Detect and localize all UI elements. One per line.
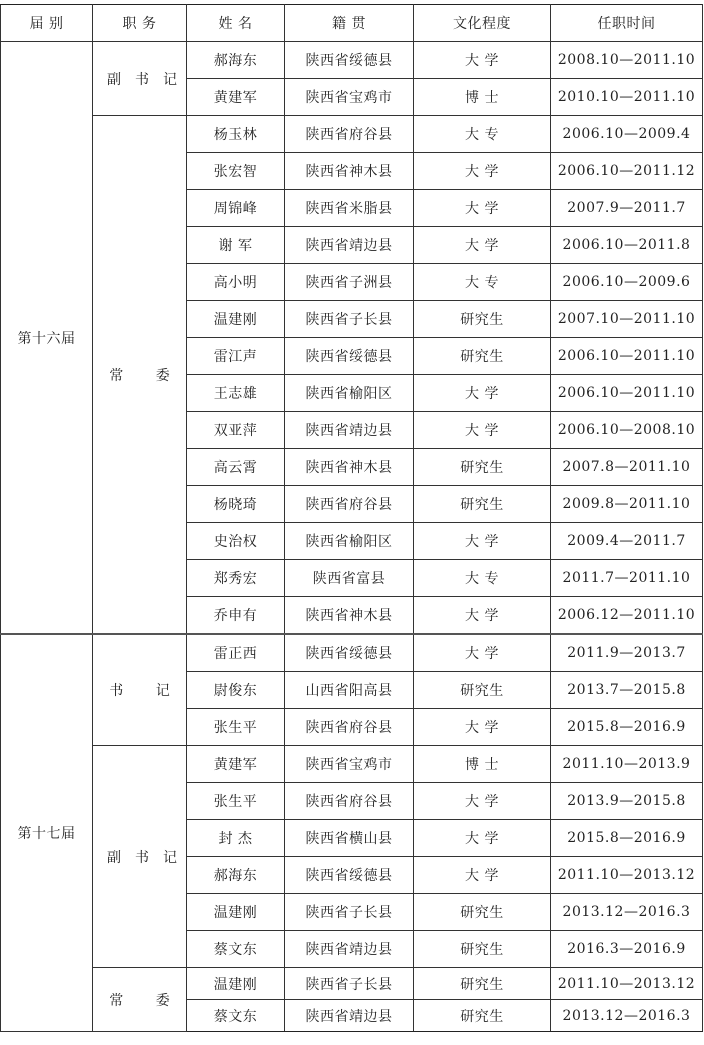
native-place-cell: 陕西省富县 [285,560,414,597]
table-row [1,746,703,783]
header-native-place: 籍 贯 [285,5,414,42]
name-cell: 史治权 [187,523,285,560]
native-place-cell: 陕西省子洲县 [285,264,414,301]
native-place-cell: 陕西省靖边县 [285,412,414,449]
tenure-cell: 2009.4—2011.7 [551,523,703,560]
name-cell: 杨玉林 [187,116,285,153]
name-cell: 郝海东 [187,857,285,894]
position-cell: 副书记 [93,42,187,116]
native-place-cell: 陕西省绥德县 [285,634,414,672]
native-place-cell: 陕西省靖边县 [285,227,414,264]
native-place-cell: 陕西省子长县 [285,301,414,338]
name-cell: 封 杰 [187,820,285,857]
native-place-cell: 山西省阳高县 [285,672,414,709]
tenure-cell: 2006.10—2009.6 [551,264,703,301]
tenure-cell: 2015.8—2016.9 [551,709,703,746]
name-cell: 高云霄 [187,449,285,486]
education-cell: 大 学 [414,523,551,560]
tenure-cell: 2007.8—2011.10 [551,449,703,486]
name-cell: 温建刚 [187,894,285,931]
tenure-cell: 2013.12—2016.3 [551,894,703,931]
header-name: 姓 名 [187,5,285,42]
name-cell: 双亚萍 [187,412,285,449]
education-cell: 大 专 [414,560,551,597]
education-cell: 大 学 [414,634,551,672]
header-education: 文化程度 [414,5,551,42]
education-cell: 大 学 [414,597,551,635]
education-cell: 研究生 [414,968,551,1000]
native-place-cell: 陕西省宝鸡市 [285,79,414,116]
tenure-cell: 2006.10—2008.10 [551,412,703,449]
name-cell: 温建刚 [187,968,285,1000]
tenure-cell: 2006.10—2009.4 [551,116,703,153]
name-cell: 黄建军 [187,746,285,783]
native-place-cell: 陕西省子长县 [285,968,414,1000]
name-cell: 蔡文东 [187,1000,285,1032]
tenure-cell: 2013.12—2016.3 [551,1000,703,1032]
table-row [1,42,703,79]
name-cell: 蔡文东 [187,931,285,968]
name-cell: 张宏智 [187,153,285,190]
tenure-cell: 2011.10—2013.12 [551,968,703,1000]
tenure-cell: 2006.10—2011.10 [551,338,703,375]
native-place-cell: 陕西省神木县 [285,597,414,635]
education-cell: 大 学 [414,375,551,412]
tenure-cell: 2006.10—2011.8 [551,227,703,264]
term-cell: 第十六届 [1,42,93,635]
name-cell: 王志雄 [187,375,285,412]
education-cell: 大 学 [414,783,551,820]
tenure-cell: 2015.8—2016.9 [551,820,703,857]
name-cell: 张生平 [187,709,285,746]
name-cell: 尉俊东 [187,672,285,709]
tenure-cell: 2010.10—2011.10 [551,79,703,116]
native-place-cell: 陕西省子长县 [285,894,414,931]
education-cell: 大 专 [414,116,551,153]
education-cell: 研究生 [414,672,551,709]
education-cell: 大 学 [414,709,551,746]
education-cell: 大 学 [414,227,551,264]
tenure-cell: 2006.10—2011.12 [551,153,703,190]
education-cell: 大 学 [414,190,551,227]
table-row [1,968,703,1000]
native-place-cell: 陕西省靖边县 [285,931,414,968]
name-cell: 郝海东 [187,42,285,79]
table-row [1,634,703,672]
tenure-cell: 2008.10—2011.10 [551,42,703,79]
tenure-cell: 2016.3—2016.9 [551,931,703,968]
tenure-cell: 2011.10—2013.12 [551,857,703,894]
education-cell: 大 学 [414,857,551,894]
name-cell: 周锦峰 [187,190,285,227]
officials-table [0,4,703,1032]
education-cell: 研究生 [414,931,551,968]
education-cell: 研究生 [414,894,551,931]
header-position: 职 务 [93,5,187,42]
education-cell: 研究生 [414,301,551,338]
tenure-cell: 2006.12—2011.10 [551,597,703,635]
native-place-cell: 陕西省府谷县 [285,709,414,746]
name-cell: 张生平 [187,783,285,820]
native-place-cell: 陕西省绥德县 [285,338,414,375]
name-cell: 谢 军 [187,227,285,264]
education-cell: 大 学 [414,412,551,449]
tenure-cell: 2011.10—2013.9 [551,746,703,783]
name-cell: 郑秀宏 [187,560,285,597]
native-place-cell: 陕西省榆阳区 [285,375,414,412]
position-cell: 常 委 [93,968,187,1032]
education-cell: 研究生 [414,338,551,375]
education-cell: 研究生 [414,486,551,523]
education-cell: 研究生 [414,1000,551,1032]
position-cell: 副书记 [93,746,187,968]
native-place-cell: 陕西省绥德县 [285,42,414,79]
name-cell: 杨晓琦 [187,486,285,523]
tenure-cell: 2013.7—2015.8 [551,672,703,709]
education-cell: 大 学 [414,153,551,190]
education-cell: 大 学 [414,42,551,79]
name-cell: 乔申有 [187,597,285,635]
tenure-cell: 2011.9—2013.7 [551,634,703,672]
term-cell: 第十七届 [1,634,93,1032]
name-cell: 雷江声 [187,338,285,375]
tenure-cell: 2009.8—2011.10 [551,486,703,523]
native-place-cell: 陕西省神木县 [285,449,414,486]
native-place-cell: 陕西省横山县 [285,820,414,857]
header-tenure: 任职时间 [551,5,703,42]
education-cell: 博 士 [414,79,551,116]
tenure-cell: 2011.7—2011.10 [551,560,703,597]
native-place-cell: 陕西省府谷县 [285,783,414,820]
native-place-cell: 陕西省神木县 [285,153,414,190]
name-cell: 雷正西 [187,634,285,672]
tenure-cell: 2013.9—2015.8 [551,783,703,820]
education-cell: 研究生 [414,449,551,486]
education-cell: 博 士 [414,746,551,783]
position-cell: 书 记 [93,634,187,746]
native-place-cell: 陕西省靖边县 [285,1000,414,1032]
position-cell: 常 委 [93,116,187,635]
native-place-cell: 陕西省榆阳区 [285,523,414,560]
name-cell: 温建刚 [187,301,285,338]
table-body [1,42,703,1032]
header-row [1,5,703,42]
education-cell: 大 学 [414,820,551,857]
native-place-cell: 陕西省府谷县 [285,116,414,153]
name-cell: 黄建军 [187,79,285,116]
name-cell: 高小明 [187,264,285,301]
header-term: 届 别 [1,5,93,42]
tenure-cell: 2007.10—2011.10 [551,301,703,338]
tenure-cell: 2007.9—2011.7 [551,190,703,227]
native-place-cell: 陕西省宝鸡市 [285,746,414,783]
table-row [1,116,703,153]
native-place-cell: 陕西省绥德县 [285,857,414,894]
native-place-cell: 陕西省米脂县 [285,190,414,227]
education-cell: 大 专 [414,264,551,301]
native-place-cell: 陕西省府谷县 [285,486,414,523]
tenure-cell: 2006.10—2011.10 [551,375,703,412]
